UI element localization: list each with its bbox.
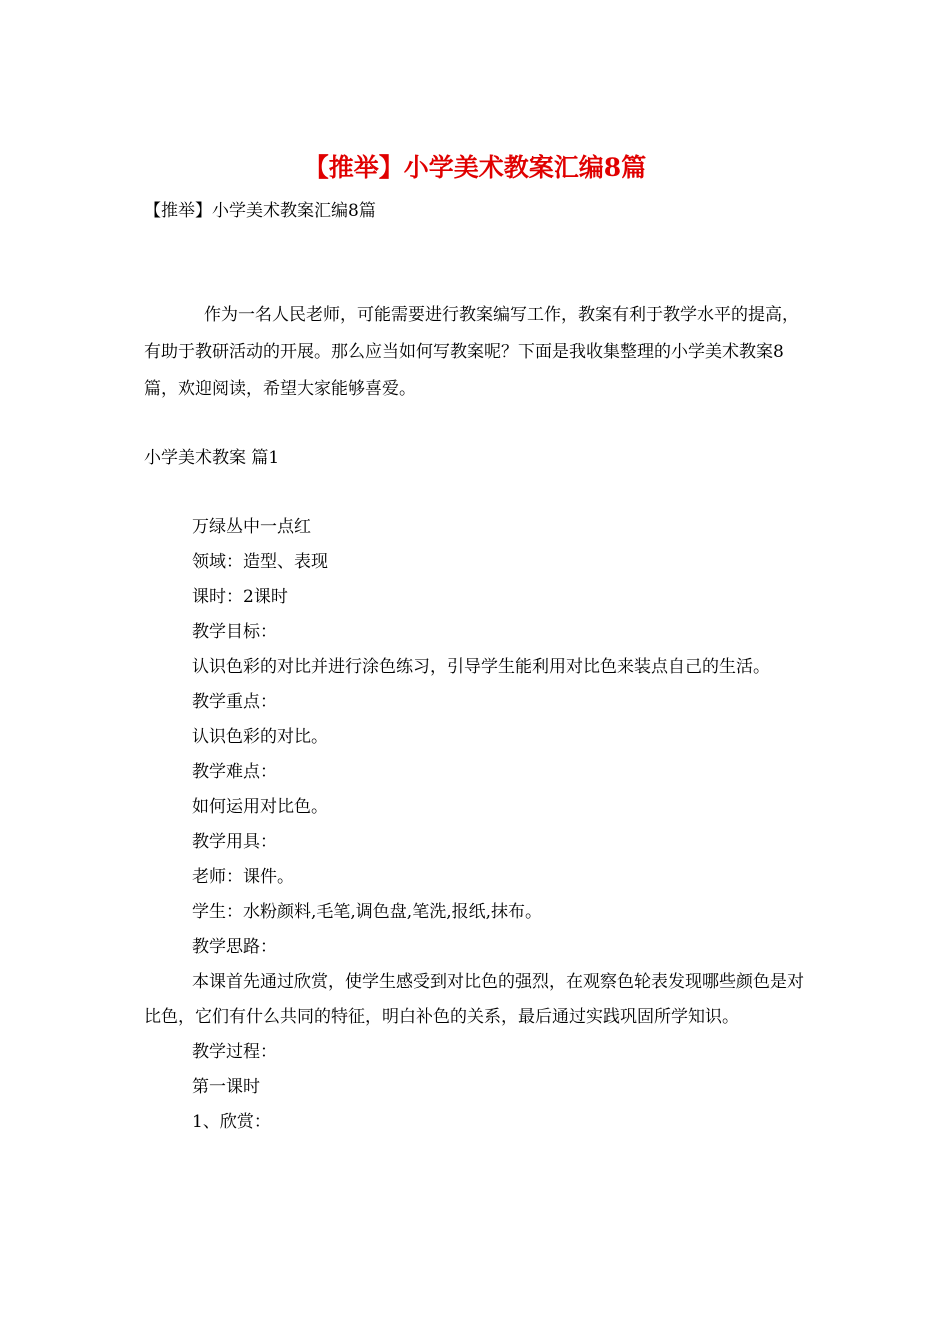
intro-paragraph: 作为一名人民老师，可能需要进行教案编写工作，教案有利于教学水平的提高，有助于教研活动的开展。那么应当如何写教案呢？下面是我收集整理的小学美术教案8篇，欢迎阅读，希望大家能够喜爱。: [144, 305, 799, 399]
paragraph: 课时：2课时: [192, 587, 288, 607]
paragraph: 学生：水粉颜料,毛笔,调色盘,笔洗,报纸,抹布。: [192, 902, 543, 922]
paragraph: 认识色彩的对比并进行涂色练习，引导学生能利用对比色来装点自己的生活。: [192, 657, 770, 677]
paragraph: 1、欣赏：: [192, 1112, 271, 1132]
paragraph: 教学用具：: [192, 832, 277, 852]
paragraph: 本课首先通过欣赏，使学生感受到对比色的强烈，在观察色轮表发现哪些颜色是对比色，它们有什么共同的特征，明白补色的关系，最后通过实践巩固所学知识。: [144, 972, 804, 1027]
paragraph: 教学重点：: [192, 692, 277, 712]
paragraph: 认识色彩的对比。: [192, 727, 328, 747]
section-heading: 小学美术教案 篇1: [144, 448, 280, 468]
paragraph: 领域：造型、表现: [192, 552, 328, 572]
paragraph: 如何运用对比色。: [192, 797, 328, 817]
paragraph: 教学目标：: [192, 622, 277, 642]
paragraph: 老师：课件。: [192, 867, 294, 887]
paragraph: 教学思路：: [192, 937, 277, 957]
lesson-body: [144, 510, 814, 1140]
page-title: 【推举】小学美术教案汇编8篇: [303, 153, 647, 182]
paragraph: 第一课时: [192, 1077, 260, 1097]
paragraph: 教学难点：: [192, 762, 277, 782]
document-subtitle: 【推举】小学美术教案汇编8篇: [144, 201, 376, 221]
lesson-title: 万绿丛中一点红: [192, 517, 311, 537]
paragraph: 教学过程：: [192, 1042, 277, 1062]
